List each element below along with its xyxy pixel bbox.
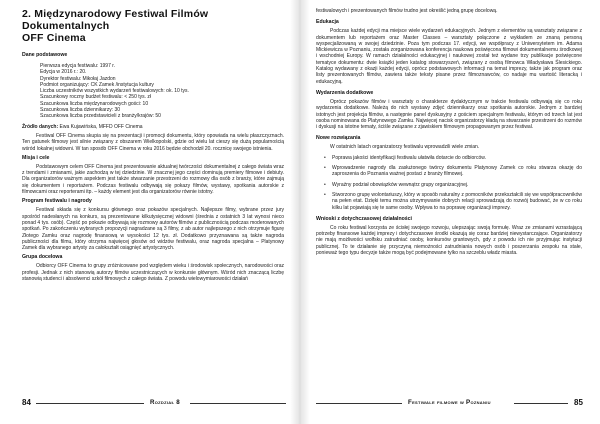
section-heading-education: Edukacja bbox=[316, 19, 339, 26]
bullet-icon: • bbox=[324, 181, 326, 188]
fact-item: Edycja w 2016 r.: 20. bbox=[40, 69, 87, 76]
fact-item: Dyrektor festiwalu: Mikołaj Jazdon bbox=[40, 75, 116, 82]
fact-item: Szacunkowa liczba przedstawicieli z branży/krajów: 50 bbox=[40, 113, 161, 120]
intro-paragraph: Festiwal OFF Cinema skupia się na prezentacji i promocji dokumentu, który opowiada na wielu płaszczyznach. Ten gatunek filmowy jest silnie związany z obszarem Wielkopolski, gdzie od wielu lat cieszy się dużą popularnością wśród lokalnej widowni. W tan sposób OFF Cinema w roku 2016 będzie obchodził 20. rocznicę swojego istnienia. bbox=[22, 132, 284, 152]
running-head-left: Rozdział 8 bbox=[150, 399, 180, 406]
fact-item: Liczba uczestników wszystkich wydarzeń festiwalowych: ok. 10 tys. bbox=[40, 88, 189, 95]
data-source-value: Ewa Kujawińska, MFFD OFF Cinema bbox=[58, 123, 143, 130]
footer-rule-left-b bbox=[190, 403, 286, 404]
fact-item: Pierwsza edycja festiwalu: 1997 r. bbox=[40, 63, 116, 69]
section-heading-extra-events: Wydarzenia dodatkowe bbox=[316, 89, 374, 96]
right-page-footer bbox=[304, 398, 600, 408]
fact-item: Szacunkowa liczba dziennikarzy: 30 bbox=[40, 107, 121, 114]
section-heading-conclusions: Wnioski z dotychczasowej działalności bbox=[316, 215, 412, 222]
fact-item: Podmiot organizujący: CK Zamek /instytucja kultury bbox=[40, 81, 154, 88]
section-heading-program: Program festiwalu i nagrody bbox=[22, 198, 92, 205]
solution-item-text: Stworzono grupę wolontariuszy, który w sposób naturalny z pomocników przekształcili się we współpracowników na pełen etat. Dzięki temu można utrzymywanie dobrych relacji sprowadzają do rozwój budować, że w co roku kilku lat pojawiają się te same osoby. Wpływa to na poprawę organizacji imprezy. bbox=[332, 191, 582, 211]
footer-rule-left-a bbox=[36, 403, 144, 404]
conclusions-paragraph: Co roku festiwal korzysta ze ścisłej swojego rozwoju, ulepszając swoją formułę. Wraz ze zmianami wzrastającą potrzeby finansowe każdej imprezy i dotychczasowe środki okazują się coraz bardziej niewystarczające. Organizatorzy nie mają możliwości wolfsku zatrudniać osoby, konkursów grantowych, gdy z powodu ich nie przyjmując instytucji publicznej. To te działanie się przyczyną niemożności zatrudniania nowych osób i poszerzania zespołu na stałe, ponieważ tego typu decyzje także mogą być podejmowane tylko na szczeblu władz miasta. bbox=[316, 224, 582, 257]
page-number-left: 84 bbox=[22, 398, 31, 407]
left-page-footer bbox=[0, 398, 296, 408]
basic-facts-list bbox=[22, 63, 284, 120]
solution-item bbox=[324, 191, 582, 211]
solution-item-text: Poprawa jakości identyfikacji festiwalu ułatwiła dotarcie do odbiorców. bbox=[332, 154, 486, 161]
data-source-label: Źródło danych: bbox=[22, 123, 59, 130]
mission-paragraph: Podstawowym celem OFF Cinema jest prezentowanie aktualnej twórczości dokumentalnej z całego świata wraz z trendami i zmianami, jakie zachodzą w tej dziedzinie. W znacznej jego części dominują premiery filmowe i debiuty. Dla organizatorów ważnym aspektem jest także stwarzanie przestrzeni do rozmowy dla osób z branży, które zajmują się dokumentem i reportażem. Podczas festiwalu odbywają się pokazy filmów, wystawy, spotkania autorskie z filmowcami oraz reporterami itp. – każdy element jest dla organizatorów równie istotny. bbox=[22, 163, 284, 196]
target-group-paragraph: Odbiorcy OFF Cinema to grupy zróżnicowane pod względem wieku i środowisk społecznych, narodowości oraz profesji. Jednak z nich stanowią autorzy filmów uczestniczących w konkursie głównym. Wśród nich znaczącą liczbę stanowią studenci i absolwenci szkół filmowych z całego świata. Z powodu wielowymiarowości działań bbox=[22, 263, 284, 283]
left-page bbox=[0, 0, 296, 424]
solution-item-text: Wyraźny podział obowiązków wewnątrz grupy organizacyjnej. bbox=[332, 181, 469, 188]
right-page-content bbox=[316, 8, 582, 256]
new-solutions-intro: W ostatnich latach organizatorzy festiwalu wprowadzili wiele zmian. bbox=[330, 144, 480, 151]
page-number-right: 85 bbox=[574, 398, 583, 407]
chapter-title bbox=[22, 8, 284, 44]
running-head-right: Festiwale filmowe w Poznaniu bbox=[408, 399, 491, 406]
section-heading-mission: Misja i cele bbox=[22, 154, 50, 161]
chapter-title-line-2: OFF Cinema bbox=[22, 32, 86, 44]
section-heading-new-solutions: Nowe rozwiązania bbox=[316, 135, 361, 142]
section-heading-basic-data: Dane podstawowe bbox=[22, 52, 68, 58]
section-heading-target-group: Grupa docelowa bbox=[22, 254, 63, 261]
data-source-line bbox=[22, 124, 284, 130]
solution-item bbox=[324, 154, 582, 161]
education-paragraph: Podczas każdej edycji ma miejsce wiele wydarzeń edukacyjnych. Jednym z elementów są warsztaty związane z dokumentem lub reportażem oraz Master Classes – warsztaty połączone z wykładem ze znaną personą wyspecjalizowaną w swojej dziedzinie. Poza tym podczas 17. edycji, we współpracy z Uniwersytetem im. Adama Mickiewicza w Poznaniu, została zorganizowana konferencja naukowa poświęcona filmowi dokumentalnemu środkowej i wschodniej Europy. W ramach działalności edukacyjnej i naukowej został też wydane trzy publikacje poświęcone tematyce dokumentu: dwie książki jeden katalog stowarzyszeń, związany z osobą filmowca Władysława Ślesickiego. Katalog wydawany z okazji każdej edycji, oprócz podstawowych informacji na temat imprezy, także jak program oraz listy prezentowanych filmów, zawiera także teksty pisane przez filmoznawców, co nadaje mu wartość literacką i edukacyjną. bbox=[316, 28, 582, 85]
bullet-icon: • bbox=[324, 191, 326, 198]
bullet-icon: • bbox=[324, 165, 326, 172]
footer-rule-right-a bbox=[316, 403, 402, 404]
fact-item: Szacunkowy roczny budżet festiwalu: < 250 tys. zł bbox=[40, 94, 152, 101]
left-page-content bbox=[22, 8, 284, 282]
solution-item-text: Wprowadzenie nagrody dla zasłużonego twórcy dokumentu Platynowy Zamek co roku stwarza okazję do zaproszenia do Poznania ważnej postaci z branży filmowej. bbox=[332, 165, 582, 178]
new-solutions-list bbox=[316, 155, 582, 211]
continued-paragraph: festiwalowych i prezentowanych filmów trudno jest określić jedną grupę docelową. bbox=[316, 8, 498, 14]
extra-events-paragraph: Oprócz pokazów filmów i warsztaty o charakterze dydaktycznym w trakcie festiwalu odbywają się co roku wydarzenia dodatkowe. Należą do nich wystawy zdjęć dziennikarzy oraz spotkania autorskie. Jednym z bardziej istotnych jest projekcja filmów, a następnie panel dyskusyjny z gościem specjalnym festiwalu, którym od trzech lat jest osoba nominowana do Platynowego Zamku. Najwięcej nacisk organizatorzy kładą na stwarzanie przestrzeni do rozmów i dyskusji na istotne tematy, ściśle związane z zjawiskiem filmowym propagowanym przez festiwal. bbox=[316, 98, 582, 131]
solution-item bbox=[324, 181, 582, 188]
right-page bbox=[304, 0, 600, 424]
bullet-icon: • bbox=[324, 154, 326, 161]
program-paragraph: Festiwal składa się z konkursu głównego oraz pokazów specjalnych. Najlepsze filmy, wybrane przez jury spośród nadesłanych na konkurs, są prezentowane kilkutysięcznej widowni (średnia z ostatnich 3 lat wynosi nieco ponad 4 tys. osób). Część po pokazie odbywają się rozmowy autorów filmów z publicznością podczas moderowanych spotkań. Po zakończeniu wybranych propozycji nagradzane są 3 filmy, z ab autor najlepszego z nich otrzymuje figurę Złotego Zamku oraz nagrodę finansową w wysokości 12 tys. zł. Dodatkowo przyznawana są także nagroda publiczności dla filmu, który otrzyma najwięcej głosów od widzów festiwalu, oraz nagroda specjalna – Platynowy Zamek dla wybranego artysty za całokształt osiągnięć artystycznych. bbox=[22, 207, 284, 252]
fact-item: Szacunkowa liczba międzynarodowych gości: 10 bbox=[40, 100, 149, 107]
footer-rule-right-b bbox=[514, 403, 568, 404]
solution-item bbox=[324, 165, 582, 178]
chapter-title-line-1: 2. Międzynarodowy Festiwal Filmów Dokumentalnych bbox=[22, 8, 209, 32]
